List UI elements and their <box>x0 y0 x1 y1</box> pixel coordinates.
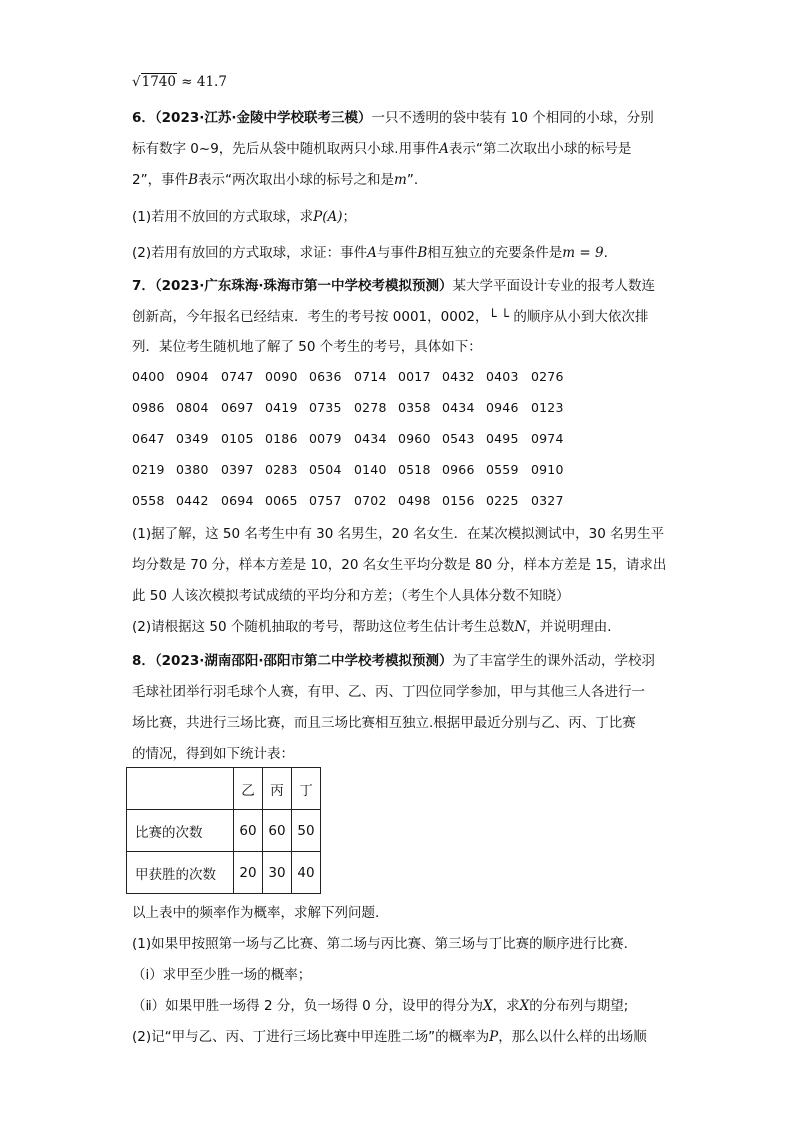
q6-text: (2)若用有放回的方式取球，求证：事件 <box>132 245 368 261</box>
exam-code: 0747 <box>221 369 254 384</box>
q6-text: ”. <box>406 172 419 188</box>
q8-line-1 <box>132 651 655 671</box>
exam-code: 0403 <box>486 369 519 384</box>
exam-code: 0559 <box>486 462 519 477</box>
q8-text: ，那么以什么样的出场顺 <box>498 1029 647 1045</box>
q6-sub-2 <box>132 243 608 263</box>
prob-expression: P(A) <box>313 209 343 225</box>
exam-code: 0397 <box>221 462 254 477</box>
exam-code: 0543 <box>442 431 475 446</box>
event-b: B <box>188 172 199 188</box>
exam-code: 0697 <box>221 400 254 415</box>
exam-code: 0349 <box>176 431 209 446</box>
table-cell: 20 <box>234 852 263 894</box>
approx-value: ≈ 41.7 <box>181 74 227 90</box>
q8-text: 为了丰富学生的课外活动，学校羽 <box>452 653 655 669</box>
q6-text: 一只不透明的袋中装有 10 个相同的小球，分别 <box>371 110 654 126</box>
exam-code: 0966 <box>442 462 475 477</box>
radicand: 1740 <box>141 74 176 90</box>
table-cell: 60 <box>234 810 263 852</box>
q6-text: (1)若用不放回的方式取球，求 <box>132 209 314 225</box>
exam-code: 0079 <box>309 431 342 446</box>
table-row <box>127 810 321 852</box>
q8-sub-1-i: （ⅰ）求甲至少胜一场的概率； <box>132 967 312 983</box>
q7-line-3: 列．某位考生随机地了解了 50 个考生的考号，具体如下： <box>132 339 482 355</box>
exam-code: 0090 <box>265 369 298 384</box>
var-x: X <box>519 998 530 1014</box>
exam-code: 0065 <box>265 493 298 508</box>
table-row-label: 甲获胜的次数 <box>127 852 234 894</box>
q6-line-3 <box>132 170 418 190</box>
exam-code: 0694 <box>221 493 254 508</box>
table-cell: 30 <box>263 852 292 894</box>
var-n: N <box>514 619 527 635</box>
q8-sub-2 <box>132 1027 647 1047</box>
sqrt-approx-formula: √1740 ≈ 41.7 <box>132 74 227 90</box>
q8-text: ，求 <box>492 998 520 1014</box>
table-header-row <box>127 768 321 810</box>
q8-line-3: 场比赛，共进行三场比赛，而且三场比赛相互独立.根据甲最近分别与乙、丙、丁比赛 <box>132 715 636 731</box>
exam-code: 0495 <box>486 431 519 446</box>
condition-expression: m = 9 <box>562 245 604 261</box>
exam-code: 0702 <box>354 493 387 508</box>
q7-sub-2 <box>132 617 621 637</box>
q7-sub-1-line-3: 此 50 人该次模拟考试成绩的平均分和方差；（考生个人具体分数不知晓） <box>132 588 570 604</box>
exam-code: 0434 <box>354 431 387 446</box>
exam-code: 0974 <box>531 431 564 446</box>
q6-text: 标有数字 0~9，先后从袋中随机取两只小球.用事件 <box>132 141 440 157</box>
q7-text: 某大学平面设计专业的报考人数连 <box>452 278 655 294</box>
q7-line-2: 创新高，今年报名已经结束．考生的考号按 0001，0002，└ └ 的顺序从小到大依次排 <box>132 309 649 325</box>
exam-code: 0225 <box>486 493 519 508</box>
table-header-cell: 丙 <box>263 768 292 810</box>
exam-code: 0904 <box>176 369 209 384</box>
table-header-cell: 丁 <box>292 768 321 810</box>
q8-text: 的分布列与期望; <box>529 998 629 1014</box>
q8-source: （2023·湖南邵阳·邵阳市第二中学校考模拟预测） <box>154 653 453 669</box>
table-cell: 50 <box>292 810 321 852</box>
event-b: B <box>417 245 428 261</box>
exam-code: 0498 <box>398 493 431 508</box>
q7-sub-1-line-2: 均分数是 70 分，样本方差是 10，20 名女生平均分数是 80 分，样本方差是 15，请求出 <box>132 557 667 573</box>
exam-code: 0960 <box>398 431 431 446</box>
q8-text: (2)记“甲与乙、丙、丁进行三场比赛中甲连胜二场”的概率为 <box>132 1029 490 1045</box>
q6-text: 表示“第二次取出小球的标号是 <box>448 141 632 157</box>
exam-code: 0276 <box>531 369 564 384</box>
exam-code: 0735 <box>309 400 342 415</box>
q6-sub-1 <box>132 207 356 227</box>
exam-code: 0504 <box>309 462 342 477</box>
table-row <box>127 852 321 894</box>
q7-source: （2023·广东珠海·珠海市第一中学校考模拟预测） <box>154 278 453 294</box>
q8-sub-1: (1)如果甲按照第一场与乙比赛、第二场与丙比赛、第三场与丁比赛的顺序进行比赛. <box>132 936 628 952</box>
table-cell: 60 <box>263 810 292 852</box>
exam-code: 0186 <box>265 431 298 446</box>
exam-code: 0419 <box>265 400 298 415</box>
exam-code: 0558 <box>132 493 165 508</box>
q7-text: (2)请根据这 50 个随机抽取的考号，帮助这位考生估计考生总数 <box>132 619 515 635</box>
q7-number: 7． <box>132 278 155 294</box>
exam-code: 0714 <box>354 369 387 384</box>
table-header-cell: 乙 <box>234 768 263 810</box>
q7-text: ，并说明理由． <box>526 619 621 635</box>
exam-code: 0156 <box>442 493 475 508</box>
exam-code: 0123 <box>531 400 564 415</box>
exam-code: 0105 <box>221 431 254 446</box>
q8-line-2: 毛球社团举行羽毛球个人赛，有甲、乙、丙、丁四位同学参加，甲与其他三人各进行一 <box>132 684 645 700</box>
exam-code: 0757 <box>309 493 342 508</box>
exam-code: 0518 <box>398 462 431 477</box>
exam-code: 0278 <box>354 400 387 415</box>
event-a: A <box>367 245 377 261</box>
table-cell: 40 <box>292 852 321 894</box>
event-a: A <box>439 141 449 157</box>
exam-code: 0327 <box>531 493 564 508</box>
exam-code: 0358 <box>398 400 431 415</box>
q6-number: 6． <box>132 110 155 126</box>
exam-code: 0400 <box>132 369 165 384</box>
exam-code: 0804 <box>176 400 209 415</box>
q6-line-2 <box>132 139 631 159</box>
exam-code: 0434 <box>442 400 475 415</box>
table-row-label: 比赛的次数 <box>127 810 234 852</box>
exam-code: 0442 <box>176 493 209 508</box>
var-x: X <box>483 998 493 1014</box>
exam-code: 0986 <box>132 400 165 415</box>
exam-code: 0017 <box>398 369 431 384</box>
exam-code: 0219 <box>132 462 165 477</box>
exam-code: 0432 <box>442 369 475 384</box>
exam-code: 0380 <box>176 462 209 477</box>
q8-after-table: 以上表中的频率作为概率，求解下列问题. <box>132 905 380 921</box>
q6-line-1 <box>132 108 654 128</box>
q8-text: （ⅱ）如果甲胜一场得 2 分，负一场得 0 分，设甲的得分为 <box>132 998 484 1014</box>
q6-text: 表示“两次取出小球的标号之和是 <box>198 172 395 188</box>
q7-line-1 <box>132 276 655 296</box>
q6-text: . <box>603 245 608 261</box>
exam-code: 0647 <box>132 431 165 446</box>
q6-text: ； <box>342 209 356 225</box>
q6-text: 相互独立的充要条件是 <box>427 245 563 261</box>
exam-code: 0140 <box>354 462 387 477</box>
q6-source: （2023·江苏·金陵中学校联考三模） <box>154 110 372 126</box>
table-corner-cell <box>127 768 234 810</box>
var-m: m <box>394 172 407 188</box>
exam-code: 0636 <box>309 369 342 384</box>
var-p: P <box>489 1029 499 1045</box>
exam-code: 0910 <box>531 462 564 477</box>
exam-code: 0946 <box>486 400 519 415</box>
q6-text: 2”，事件 <box>132 172 189 188</box>
exam-code: 0283 <box>265 462 298 477</box>
q8-sub-1-ii <box>132 996 628 1016</box>
q7-sub-1-line-1: (1)据了解，这 50 名考生中有 30 名男生，20 名女生．在某次模拟测试中，30 名男生平 <box>132 526 665 542</box>
q8-line-4: 的情况，得到如下统计表： <box>132 746 294 762</box>
match-stats-table <box>126 767 321 894</box>
q8-number: 8． <box>132 653 155 669</box>
q6-text: 与事件 <box>376 245 418 261</box>
